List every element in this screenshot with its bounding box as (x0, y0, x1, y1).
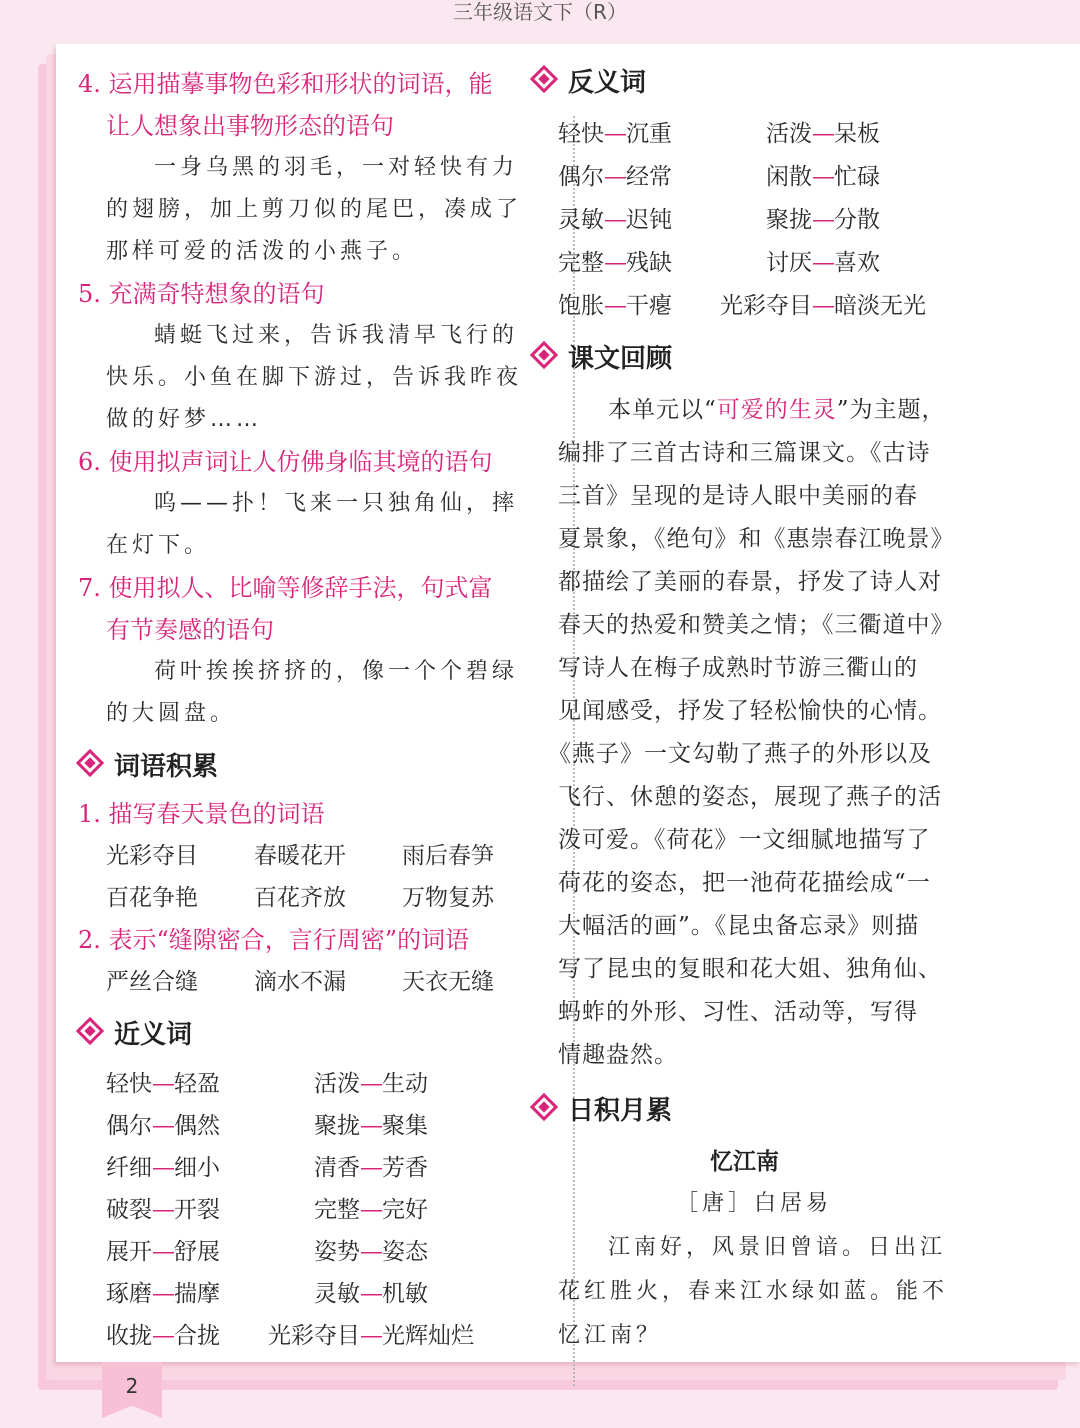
pair-dash: — (604, 121, 626, 147)
pair-dash: — (360, 1113, 382, 1139)
pair-word: 干瘪 (626, 293, 672, 319)
section-heading-accumulate (534, 1096, 672, 1126)
body-line: 做的好梦…… (106, 407, 263, 432)
body-line: 蜻蜓飞过来，告诉我清早飞行的 (154, 323, 519, 348)
review-highlight: 可爱的生灵 (716, 397, 837, 423)
vocab-word: 百花争艳 (106, 885, 198, 911)
pair-word: 揣摩 (174, 1281, 220, 1307)
pair-word: 灵敏 (558, 207, 604, 233)
pair-word: 讨厌 (766, 250, 812, 276)
vocab-word: 天衣无缝 (402, 969, 494, 995)
review-line: 三首》呈现的是诗人眼中美丽的春 (558, 483, 918, 509)
word-pair (558, 249, 672, 277)
pair-dash: — (604, 207, 626, 233)
word-pair (106, 1238, 220, 1266)
pair-word: 合拢 (174, 1323, 220, 1349)
body-line: 的大圆盘。 (106, 701, 237, 726)
pair-dash: — (812, 207, 834, 233)
pair-word: 分散 (834, 207, 880, 233)
poem-line: 花红胜火，春来江水绿如蓝。能不 (558, 1279, 949, 1304)
word-pair (106, 1070, 220, 1098)
review-line: 飞行、休憩的姿态，展现了燕子的活 (558, 784, 942, 810)
word-pair (314, 1070, 428, 1098)
section-heading-antonyms (534, 68, 646, 98)
vocab-word: 雨后春笋 (402, 843, 494, 869)
page-sheet (56, 44, 1080, 1362)
pair-word: 机敏 (382, 1281, 428, 1307)
word-pair (766, 163, 880, 191)
pair-dash: — (360, 1281, 382, 1307)
section-heading-text: 近义词 (114, 1020, 193, 1050)
vocab-word: 严丝合缝 (106, 969, 198, 995)
pair-dash: — (604, 293, 626, 319)
pair-dash: — (152, 1155, 174, 1181)
pair-word: 姿势 (314, 1239, 360, 1265)
review-line: 写了昆虫的复眼和花大姐、独角仙、 (558, 956, 942, 982)
review-line: 荷花的姿态，把一池荷花描绘成“一 (558, 870, 931, 896)
item-title: 4. 运用描摹事物色彩和形状的词语，能 (78, 70, 493, 98)
vocab-group-title: 2. 表示“缝隙密合，言行周密”的词语 (78, 926, 470, 954)
vocab-word: 滴水不漏 (254, 969, 346, 995)
word-pair (106, 1154, 220, 1182)
pair-word: 活泼 (314, 1071, 360, 1097)
pair-word: 清香 (314, 1155, 360, 1181)
body-line: 的翅膀，加上剪刀似的尾巴，凑成了 (106, 197, 523, 222)
word-pair (106, 1322, 220, 1350)
pair-word: 完整 (558, 250, 604, 276)
section-heading-text: 课文回顾 (568, 344, 673, 374)
pair-word: 破裂 (106, 1197, 152, 1223)
vocab-word: 万物复苏 (402, 885, 494, 911)
word-pair (314, 1280, 428, 1308)
word-pair (558, 206, 672, 234)
section-heading-text: 词语积累 (114, 752, 219, 782)
word-pair (558, 120, 672, 148)
review-line: 情趣盎然。 (558, 1042, 678, 1068)
section-heading-review (534, 344, 672, 374)
review-line: 《燕子》一文勾勒了燕子的外形以及 (548, 741, 932, 767)
pair-word: 饱胀 (558, 293, 604, 319)
body-line: 在灯下。 (106, 533, 211, 558)
body-line: 快乐。小鱼在脚下游过，告诉我昨夜 (106, 365, 523, 390)
word-pair (314, 1112, 428, 1140)
pair-word: 光辉灿烂 (382, 1323, 474, 1349)
body-line: 一身乌黑的羽毛，一对轻快有力 (154, 155, 519, 180)
poem-line: 江南好，风景旧曾谙。日出江 (608, 1235, 947, 1260)
pair-dash: — (152, 1323, 174, 1349)
review-line: 夏景象，《绝句》和《惠崇春江晚景》 (558, 526, 955, 552)
review-first-line (608, 396, 946, 424)
pair-word: 灵敏 (314, 1281, 360, 1307)
pair-word: 暗淡无光 (834, 293, 926, 319)
pair-word: 轻盈 (174, 1071, 220, 1097)
review-line: 见闻感受，抒发了轻松愉快的心情。 (558, 698, 942, 724)
review-line: 蚂蚱的外形、习性、活动等，写得 (558, 999, 918, 1025)
pair-word: 开裂 (174, 1197, 220, 1223)
word-pair (268, 1322, 474, 1350)
diamond-icon (76, 1017, 104, 1045)
word-pair (766, 249, 880, 277)
pair-word: 聚拢 (766, 207, 812, 233)
page-header: 三年级语文下（R） (453, 0, 627, 24)
pair-word: 完好 (382, 1197, 428, 1223)
review-line: 编排了三首古诗和三篇课文。《古诗 (558, 440, 931, 466)
vocab-group-title: 1. 描写春天景色的词语 (78, 800, 325, 828)
pair-dash: — (152, 1281, 174, 1307)
pair-dash: — (152, 1071, 174, 1097)
item-title: 7. 使用拟人、比喻等修辞手法，句式富 (78, 574, 493, 602)
pair-word: 活泼 (766, 121, 812, 147)
item-title: 让人想象出事物形态的语句 (106, 112, 394, 140)
poem-author: ［唐］白居易 (676, 1191, 833, 1216)
body-line: 荷叶挨挨挤挤的，像一个个碧绿 (154, 659, 519, 684)
pair-word: 舒展 (174, 1239, 220, 1265)
pair-word: 轻快 (558, 121, 604, 147)
pair-word: 偶尔 (558, 164, 604, 190)
pair-word: 聚拢 (314, 1113, 360, 1139)
word-pair (106, 1196, 220, 1224)
body-line: 呜——扑！飞来一只独角仙，摔 (154, 491, 519, 516)
word-pair (314, 1238, 428, 1266)
review-line: 春天的热爱和赞美之情；《三衢道中》 (558, 612, 955, 638)
pair-word: 展开 (106, 1239, 152, 1265)
pair-word: 聚集 (382, 1113, 428, 1139)
section-heading-synonyms (80, 1020, 192, 1050)
section-heading-vocab (80, 752, 218, 782)
pair-dash: — (812, 121, 834, 147)
pair-word: 细小 (174, 1155, 220, 1181)
poem-line: 忆江南？ (558, 1323, 663, 1348)
diamond-icon (76, 749, 104, 777)
poem-title: 忆江南 (710, 1149, 779, 1175)
pair-word: 呆板 (834, 121, 880, 147)
pair-word: 完整 (314, 1197, 360, 1223)
pair-word: 生动 (382, 1071, 428, 1097)
review-text: ”为主题， (836, 397, 946, 423)
pair-word: 经常 (626, 164, 672, 190)
pair-dash: — (604, 164, 626, 190)
pair-dash: — (152, 1113, 174, 1139)
item-title: 有节奏感的语句 (106, 616, 274, 644)
pair-word: 轻快 (106, 1071, 152, 1097)
pair-word: 沉重 (626, 121, 672, 147)
pair-dash: — (152, 1197, 174, 1223)
section-heading-text: 反义词 (568, 68, 647, 98)
pair-word: 芳香 (382, 1155, 428, 1181)
pair-dash: — (360, 1197, 382, 1223)
review-line: 泼可爱。《荷花》一文细腻地描写了 (558, 827, 931, 853)
pair-dash: — (812, 250, 834, 276)
item-title: 5. 充满奇特想象的语句 (78, 280, 325, 308)
review-line: 大幅活的画”。《昆虫备忘录》则描 (558, 913, 920, 939)
pair-word: 偶尔 (106, 1113, 152, 1139)
pair-word: 忙碌 (834, 164, 880, 190)
word-pair (558, 292, 672, 320)
pair-word: 闲散 (766, 164, 812, 190)
word-pair (558, 163, 672, 191)
pair-dash: — (360, 1155, 382, 1181)
pair-word: 残缺 (626, 250, 672, 276)
word-pair (766, 206, 880, 234)
pair-dash: — (152, 1239, 174, 1265)
word-pair (766, 120, 880, 148)
pair-dash: — (604, 250, 626, 276)
review-text: 本单元以“ (608, 397, 717, 423)
pair-word: 姿态 (382, 1239, 428, 1265)
pair-word: 喜欢 (834, 250, 880, 276)
section-heading-text: 日积月累 (568, 1096, 673, 1126)
vocab-word: 百花齐放 (254, 885, 346, 911)
diamond-icon (530, 1093, 558, 1121)
diamond-icon (530, 65, 558, 93)
body-line: 那样可爱的活泼的小燕子。 (106, 239, 419, 264)
diamond-icon (530, 341, 558, 369)
word-pair (314, 1196, 428, 1224)
word-pair (720, 292, 926, 320)
pair-dash: — (812, 164, 834, 190)
page-number: 2 (125, 1374, 139, 1398)
vocab-word: 光彩夺目 (106, 843, 198, 869)
pair-word: 纤细 (106, 1155, 152, 1181)
pair-word: 琢磨 (106, 1281, 152, 1307)
review-line: 都描绘了美丽的春景，抒发了诗人对 (558, 569, 942, 595)
word-pair (314, 1154, 428, 1182)
pair-word: 光彩夺目 (268, 1323, 360, 1349)
word-pair (106, 1112, 220, 1140)
review-line: 写诗人在梅子成熟时节游三衢山的 (558, 655, 918, 681)
pair-dash: — (360, 1323, 382, 1349)
item-title: 6. 使用拟声词让人仿佛身临其境的语句 (78, 448, 493, 476)
pair-word: 偶然 (174, 1113, 220, 1139)
pair-word: 光彩夺目 (720, 293, 812, 319)
pair-dash: — (360, 1239, 382, 1265)
word-pair (106, 1280, 220, 1308)
vocab-word: 春暖花开 (254, 843, 346, 869)
pair-word: 迟钝 (626, 207, 672, 233)
pair-word: 收拢 (106, 1323, 152, 1349)
pair-dash: — (360, 1071, 382, 1097)
pair-dash: — (812, 293, 834, 319)
